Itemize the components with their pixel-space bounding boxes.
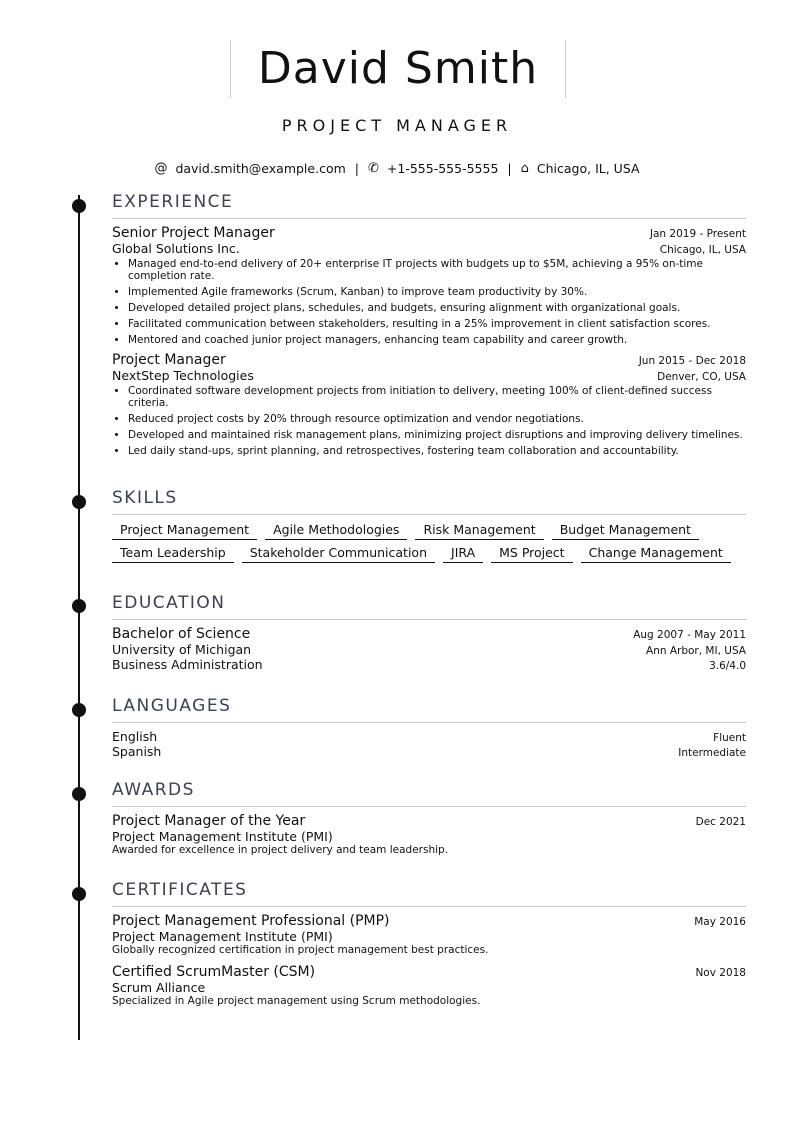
degree: Bachelor of Science <box>112 626 251 642</box>
section-title: SKILLS <box>112 487 746 515</box>
award-issuer: Project Management Institute (PMI) <box>112 829 333 844</box>
skill-chip: Change Management <box>581 544 731 563</box>
school-location: Ann Arbor, MI, USA <box>646 645 746 657</box>
job-role: Senior Project Manager <box>112 225 275 241</box>
education-dates: Aug 2007 - May 2011 <box>633 629 746 641</box>
timeline-dot <box>72 495 86 509</box>
email-text[interactable]: david.smith@example.com <box>175 160 346 176</box>
job-entry <box>112 225 746 346</box>
certificate-description: Specialized in Agile project management using Scrum methodologies. <box>112 995 481 1007</box>
skill-chip: Agile Methodologies <box>265 521 407 540</box>
timeline-line <box>78 195 80 1040</box>
bullet-item: • Developed and maintained risk management plans, minimizing project disruptions and improving delivery timelines. <box>128 429 746 441</box>
contact-separator: | <box>354 160 359 176</box>
contact-line <box>0 158 794 178</box>
job-bullets <box>112 258 746 346</box>
job-company: NextStep Technologies <box>112 368 254 383</box>
certificate-entry <box>112 964 746 1007</box>
location-text: Chicago, IL, USA <box>536 160 640 176</box>
contact-separator: | <box>507 160 512 176</box>
timeline-dot <box>72 703 86 717</box>
skill-chip: Team Leadership <box>112 544 234 563</box>
skill-chip: JIRA <box>443 544 483 563</box>
certificate-date: May 2016 <box>694 916 746 928</box>
section-title: CERTIFICATES <box>112 879 746 907</box>
certificate-description: Globally recognized certification in project management best practices. <box>112 944 489 956</box>
skill-chip: Project Management <box>112 521 257 540</box>
job-title: PROJECT MANAGER <box>281 116 513 135</box>
bullet-item: • Developed detailed project plans, schedules, and budgets, ensuring alignment with organizational goals. <box>128 302 746 314</box>
bullet-item: • Reduced project costs by 20% through resource optimization and vendor negotiations. <box>128 413 746 425</box>
job-entry <box>112 352 746 457</box>
job-company: Global Solutions Inc. <box>112 241 240 256</box>
bullet-item: • Implemented Agile frameworks (Scrum, Kanban) to improve team productivity by 30%. <box>128 286 746 298</box>
school: University of Michigan <box>112 642 252 657</box>
skills-list <box>112 521 746 567</box>
phone-icon: ✆ <box>368 160 379 176</box>
job-bullets <box>112 385 746 457</box>
language-level: Intermediate <box>678 747 746 759</box>
timeline-dot <box>72 787 86 801</box>
section-title: AWARDS <box>112 779 746 807</box>
timeline-dot <box>72 199 86 213</box>
awards-section <box>112 779 746 856</box>
timeline-dot <box>72 887 86 901</box>
language-level: Fluent <box>713 732 746 744</box>
language-name: Spanish <box>112 744 162 759</box>
email-icon: @ <box>154 160 168 176</box>
timeline-dot <box>72 599 86 613</box>
candidate-name: David Smith <box>230 40 566 98</box>
skill-chip: Budget Management <box>552 521 699 540</box>
award-date: Dec 2021 <box>695 816 746 828</box>
education-section <box>112 592 746 672</box>
job-location: Denver, CO, USA <box>657 371 746 383</box>
phone-text[interactable]: +1-555-555-5555 <box>386 160 499 176</box>
skills-section <box>112 487 746 567</box>
gpa: 3.6/4.0 <box>709 660 746 672</box>
language-row <box>112 744 746 759</box>
bullet-item: • Facilitated communication between stakeholders, resulting in a 25% improvement in client satisfaction scores. <box>128 318 746 330</box>
section-title: EXPERIENCE <box>112 191 746 219</box>
skill-chip: Risk Management <box>415 521 543 540</box>
bullet-item: • Coordinated software development projects from initiation to delivery, meeting 100% of client-defined success criteria. <box>128 385 746 409</box>
experience-section <box>112 191 746 463</box>
section-title: EDUCATION <box>112 592 746 620</box>
job-role: Project Manager <box>112 352 226 368</box>
certificate-entry <box>112 913 746 956</box>
award-description: Awarded for excellence in project delivery and team leadership. <box>112 844 449 856</box>
award-name: Project Manager of the Year <box>112 813 306 829</box>
certificates-section <box>112 879 746 1007</box>
bullet-item: • Managed end-to-end delivery of 20+ enterprise IT projects with budgets up to $5M, achieving a 95% on-time completion rate. <box>128 258 746 282</box>
bullet-item: • Mentored and coached junior project managers, enhancing team capability and career growth. <box>128 334 746 346</box>
certificate-name: Project Management Professional (PMP) <box>112 913 390 929</box>
skill-chip: MS Project <box>491 544 572 563</box>
certificate-name: Certified ScrumMaster (CSM) <box>112 964 316 980</box>
certificate-issuer: Project Management Institute (PMI) <box>112 929 333 944</box>
language-row <box>112 729 746 744</box>
section-title: LANGUAGES <box>112 695 746 723</box>
certificate-date: Nov 2018 <box>695 967 746 979</box>
field-of-study: Business Administration <box>112 657 263 672</box>
job-dates: Jan 2019 - Present <box>649 228 746 240</box>
certificate-issuer: Scrum Alliance <box>112 980 206 995</box>
bullet-item: • Led daily stand-ups, sprint planning, and retrospectives, fostering team collaboration and accountability. <box>128 445 746 457</box>
skill-chip: Stakeholder Communication <box>242 544 435 563</box>
job-location: Chicago, IL, USA <box>659 244 746 256</box>
language-name: English <box>112 729 158 744</box>
languages-section <box>112 695 746 759</box>
job-dates: Jun 2015 - Dec 2018 <box>638 355 746 367</box>
home-icon: ⌂ <box>520 160 529 176</box>
